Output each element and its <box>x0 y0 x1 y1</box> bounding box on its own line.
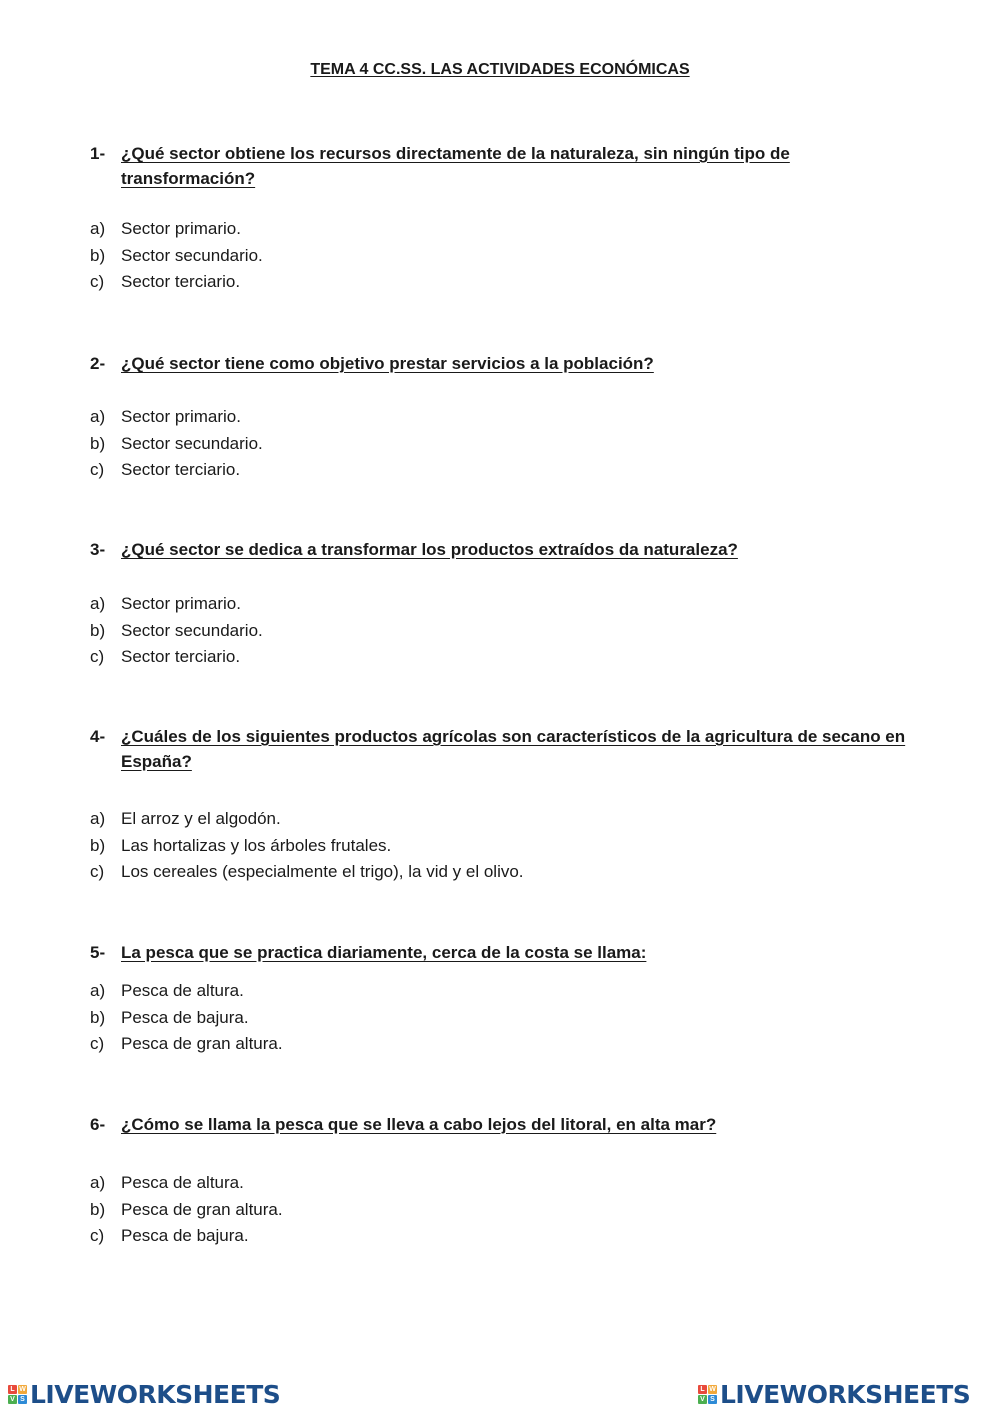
brand-wordmark: LIVEWORKSHEETS <box>720 1380 971 1409</box>
answer-option[interactable] <box>90 269 920 296</box>
question-header <box>90 940 920 965</box>
footer-logo-right[interactable] <box>698 1380 970 1409</box>
option-letter: a) <box>90 594 106 613</box>
option-text: Los cereales (especialmente el trigo), la vid y el olivo. <box>121 862 524 881</box>
question-number: 4- <box>90 727 106 746</box>
brand-wordmark: LIVEWORKSHEETS <box>30 1380 281 1409</box>
option-text: Pesca de altura. <box>121 1173 244 1192</box>
answer-option[interactable] <box>90 431 920 458</box>
answer-options <box>90 1170 920 1250</box>
option-text: Pesca de bajura. <box>121 1226 249 1245</box>
question-text: ¿Cómo se llama la pesca que se lleva a cabo lejos del litoral, en alta mar? <box>121 1115 717 1134</box>
option-text: Sector primario. <box>121 594 241 613</box>
question-text: La pesca que se practica diariamente, cerca de la costa se llama: <box>121 943 647 962</box>
logo-tile-v: V <box>698 1395 707 1404</box>
option-letter: c) <box>90 862 105 881</box>
option-text: Sector primario. <box>121 219 241 238</box>
answer-option[interactable] <box>90 1197 920 1224</box>
answer-options <box>90 806 920 886</box>
option-text: Sector terciario. <box>121 460 241 479</box>
option-letter: b) <box>90 1007 106 1027</box>
option-letter: a) <box>90 981 106 1000</box>
answer-option[interactable] <box>90 978 920 1005</box>
question-text: ¿Qué sector se dedica a transformar los productos extraídos da naturaleza? <box>121 540 738 559</box>
option-text: Sector primario. <box>121 407 241 426</box>
answer-option[interactable] <box>90 1031 920 1058</box>
option-letter: c) <box>90 272 105 291</box>
liveworksheets-icon <box>698 1385 717 1404</box>
question-3 <box>90 537 920 671</box>
question-text: ¿Qué sector obtiene los recursos directamente de la naturaleza, sin ningún tipo de transformación? <box>121 144 790 188</box>
question-1 <box>90 141 920 296</box>
answer-option[interactable] <box>90 1170 920 1197</box>
question-text: ¿Cuáles de los siguientes productos agrícolas son característicos de la agricultura de secano en España? <box>121 727 906 771</box>
logo-tile-l: L <box>8 1385 17 1394</box>
question-header <box>90 1112 920 1137</box>
answer-option[interactable] <box>90 216 920 243</box>
answer-options <box>90 404 920 484</box>
answer-option[interactable] <box>90 404 920 431</box>
option-text: Pesca de bajura. <box>121 1007 249 1027</box>
answer-option[interactable] <box>90 243 920 270</box>
option-letter: b) <box>90 245 106 265</box>
option-letter: a) <box>90 407 106 426</box>
answer-options <box>90 216 920 296</box>
question-5 <box>90 940 920 1058</box>
logo-tile-w: W <box>19 1386 26 1393</box>
answer-option[interactable] <box>90 457 920 484</box>
liveworksheets-icon <box>8 1385 27 1404</box>
option-letter: a) <box>90 219 106 238</box>
question-text: ¿Qué sector tiene como objetivo prestar servicios a la población? <box>121 354 654 373</box>
answer-option[interactable] <box>90 833 920 860</box>
option-text: Pesca de altura. <box>121 981 244 1000</box>
question-number: 6- <box>90 1115 106 1134</box>
option-text: Las hortalizas y los árboles frutales. <box>121 835 392 855</box>
option-text: Pesca de gran altura. <box>121 1199 283 1219</box>
question-header <box>90 724 920 774</box>
option-text: Sector terciario. <box>121 272 241 291</box>
answer-options <box>90 591 920 671</box>
answer-option[interactable] <box>90 591 920 618</box>
question-header <box>90 351 920 376</box>
logo-tile-s: S <box>18 1395 27 1404</box>
option-letter: b) <box>90 433 106 453</box>
footer-logo-left[interactable] <box>8 1380 280 1409</box>
answer-option[interactable] <box>90 1005 920 1032</box>
question-header <box>90 141 920 191</box>
logo-tile-w: W <box>709 1386 716 1393</box>
answer-options <box>90 978 920 1058</box>
question-number: 2- <box>90 354 106 373</box>
answer-option[interactable] <box>90 618 920 645</box>
answer-option[interactable] <box>90 1223 920 1250</box>
option-letter: b) <box>90 1199 106 1219</box>
logo-tile-v: V <box>8 1395 17 1404</box>
question-6 <box>90 1112 920 1250</box>
answer-option[interactable] <box>90 644 920 671</box>
question-header <box>90 537 920 562</box>
answer-option[interactable] <box>90 859 920 886</box>
question-2 <box>90 351 920 484</box>
option-letter: c) <box>90 1034 105 1053</box>
question-number: 1- <box>90 144 106 163</box>
option-letter: a) <box>90 809 106 828</box>
option-letter: b) <box>90 835 106 855</box>
option-text: Pesca de gran altura. <box>121 1034 283 1053</box>
answer-option[interactable] <box>90 806 920 833</box>
logo-tile-s: S <box>708 1395 717 1404</box>
option-letter: b) <box>90 620 106 640</box>
option-text: El arroz y el algodón. <box>121 809 281 828</box>
option-text: Sector secundario. <box>121 433 263 453</box>
option-text: Sector secundario. <box>121 245 263 265</box>
question-number: 3- <box>90 540 106 559</box>
option-text: Sector secundario. <box>121 620 263 640</box>
option-letter: c) <box>90 460 105 479</box>
option-text: Sector terciario. <box>121 647 241 666</box>
page-title: TEMA 4 CC.SS. LAS ACTIVIDADES ECONÓMICAS <box>310 61 690 78</box>
logo-tile-l: L <box>698 1385 707 1394</box>
option-letter: c) <box>90 647 105 666</box>
question-4 <box>90 724 920 886</box>
option-letter: a) <box>90 1173 106 1192</box>
question-number: 5- <box>90 943 106 962</box>
option-letter: c) <box>90 1226 105 1245</box>
